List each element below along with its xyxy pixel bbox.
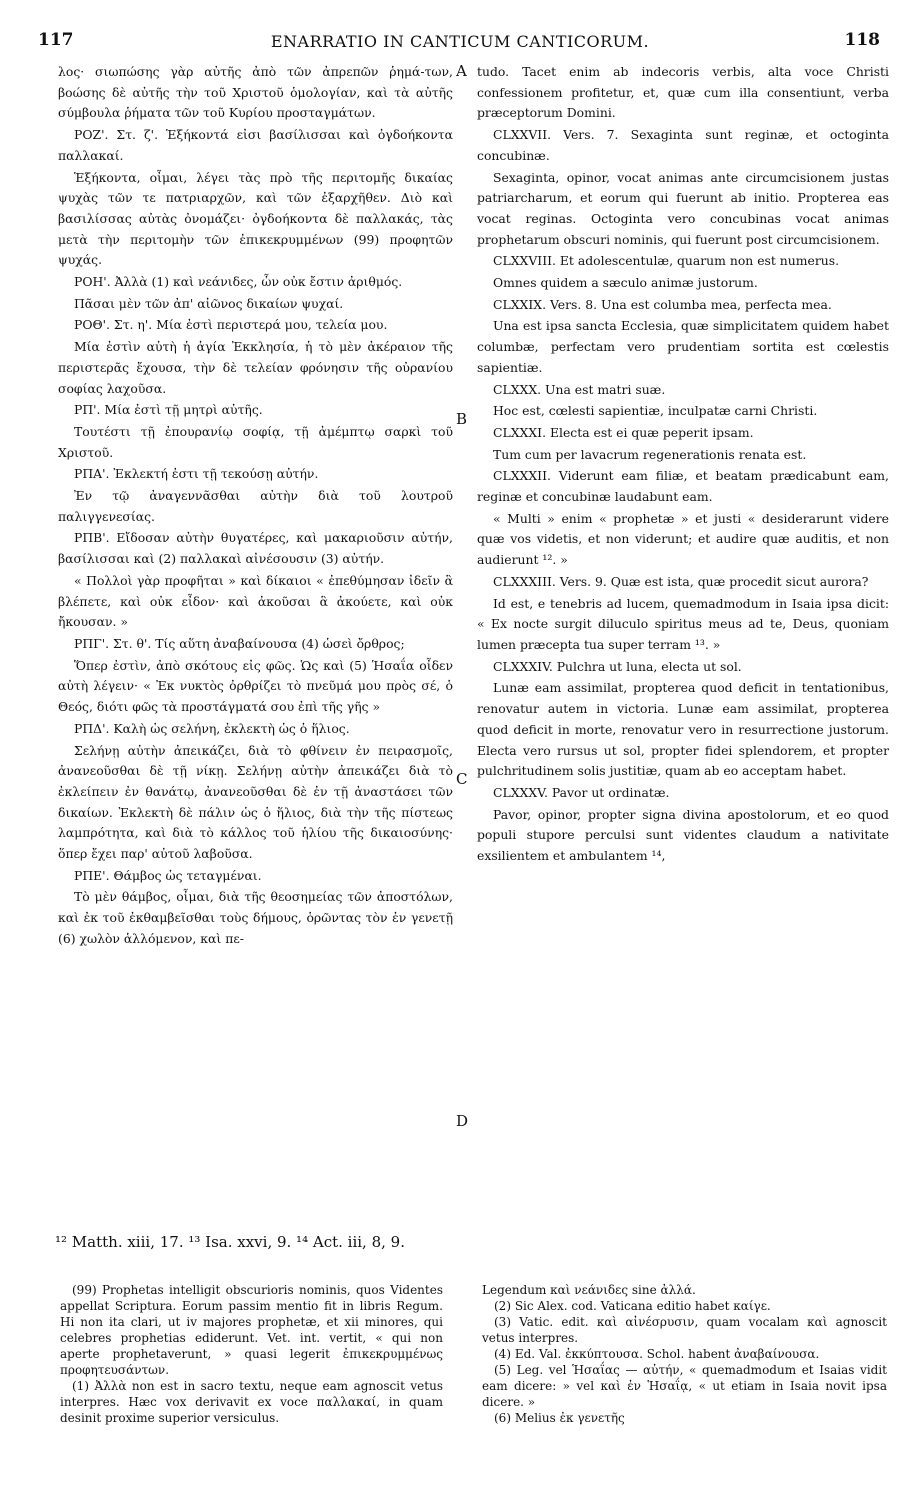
- margin-marker-a: A: [456, 62, 467, 80]
- latin-paragraph: Una est ipsa sancta Ecclesia, quæ simplicitatem quidem habet columbæ, perfectam vero prudentiam sortita est cœlestis sapientiæ.: [477, 318, 889, 375]
- latin-paragraph: Omnes quidem a sæculo animæ justorum.: [493, 275, 758, 291]
- latin-heading: CLXXIX. Vers. 8. Una est columba mea, perfecta mea.: [493, 296, 832, 312]
- footnote: Legendum καὶ νεάνιδες sine ἀλλά.: [482, 1283, 696, 1297]
- page-number-left: 117: [38, 30, 74, 50]
- greek-paragraph: λος· σιωπώσης γὰρ αὐτῆς ἀπὸ τῶν ἀπρεπῶν ῥημά-των, βοώσης δὲ αὐτῆς τὴν τοῦ Χριστοῦ ὁμολογίαν, καὶ τὰ αὐτῆς σύμβουλα ῥήματα τῶν τοῦ Κυρίου προσταγμάτων.: [58, 64, 453, 121]
- margin-marker-c: C: [456, 770, 468, 788]
- latin-paragraph: Pavor, opinor, propter signa divina apostolorum, et eo quod populi stupore perculsi sunt videntes claudum a nativitate exsilientem et ambulantem ¹⁴,: [477, 806, 889, 864]
- greek-heading: ΡΠ'. Μία ἐστὶ τῇ μητρὶ αὐτῆς.: [74, 402, 263, 418]
- greek-column: [58, 62, 453, 951]
- greek-heading: ΡΠΑ'. Ἐκλεκτή ἐστι τῇ τεκούσῃ αὐτήν.: [74, 466, 319, 482]
- greek-heading: ΡΟΖ'. Στ. ζ'. Ἑξήκοντά εἰσι βασίλισσαι καὶ ὀγδοήκοντα παλλακαί.: [58, 127, 453, 163]
- greek-paragraph: Ὅπερ ἐστὶν, ἀπὸ σκότους εἰς φῶς. Ὡς καὶ (5) Ἡσαΐα οἶδεν αὐτὴ λέγειν· « Ἐκ νυκτὸς ὀρθρίζει τὸ πνεῦμά μου πρὸς σέ, ὁ Θεός, διότι φῶς τὰ προστάγματά σου ἐπὶ τῆς γῆς »: [58, 657, 453, 715]
- greek-heading: ΡΟΗ'. Ἀλλὰ (1) καὶ νεάνιδες, ὧν οὐκ ἔστιν ἀριθμός.: [74, 274, 403, 290]
- footnotes-left: [60, 1282, 443, 1426]
- latin-paragraph: Id est, e tenebris ad lucem, quemadmodum in Isaia ipsa dicit: « Ex nocte surgit diluculo spiritus meus ad te, Deus, quoniam lumen præcepta tua super terram ¹³. »: [477, 595, 889, 652]
- greek-heading: ΡΠΔ'. Καλὴ ὡς σελήνη, ἐκλεκτὴ ὡς ὁ ἥλιος.: [74, 720, 350, 736]
- footnote: (2) Sic Alex. cod. Vaticana editio habet καίγε.: [494, 1299, 771, 1313]
- page-number-right: 118: [844, 30, 880, 50]
- scripture-references: ¹² Matth. xiii, 17. ¹³ Isa. xxvi, 9. ¹⁴ Act. iii, 8, 9.: [55, 1233, 405, 1251]
- page-header: [30, 30, 890, 58]
- latin-paragraph: Lunæ eam assimilat, propterea quod deficit in tentationibus, renovatur autem in victoria. Lunæ eam assimilat, propterea quod deficit in morte, renovatur vero in resurrectione justorum. Electa vero rursus ut sol, propter fidei splendorem, et propter pulchritudinem solis justitiæ, quam ab eo acceptam habet.: [477, 680, 889, 779]
- footnote: (6) Melius ἐκ γενετῆς: [494, 1411, 625, 1425]
- latin-paragraph: Hoc est, cœlesti sapientiæ, inculpatæ carni Christi.: [493, 403, 818, 419]
- greek-heading: ΡΠΒ'. Εἴδοσαν αὐτὴν θυγατέρες, καὶ μακαριοῦσιν αὐτήν, βασίλισσαι καὶ (2) παλλακαὶ αἰνέσουσιν (3) αὐτήν.: [58, 530, 453, 567]
- latin-heading: CLXXXV. Pavor ut ordinatæ.: [493, 784, 670, 800]
- latin-paragraph: « Multi » enim « prophetæ » et justi « desiderarunt videre quæ vos videtis, et non viderunt; et audire quæ auditis, et non audierunt ¹². »: [477, 510, 889, 568]
- greek-paragraph: Σελήνῃ αὐτὴν ἀπεικάζει, διὰ τὸ φθίνειν ἐν πειρασμοῖς, ἀνανεοῦσθαι δὲ τῇ νίκῃ. Σελήνῃ αὐτὴν ἀπεικάζει διὰ τὸ ἐκλείπειν ἐν θανάτῳ, ἀνανεοῦσθαι δὲ ἐν τῇ ἀναστάσει τῶν δικαίων. Ἐκλεκτὴ δὲ πάλιν ὡς ὁ ἥλιος, διὰ τὴν τῆς πίστεως λαμπρότητα, καὶ διὰ τὸ κάλλος τοῦ ἡλίου τῆς δικαιοσύνης· ὅπερ ἔχει παρ' αὐτοῦ λαβοῦσα.: [58, 742, 453, 862]
- running-title: ENARRATIO IN CANTICUM CANTICORUM.: [270, 32, 650, 51]
- latin-heading: CLXXXII. Viderunt eam filiæ, et beatam prædicabunt eam, reginæ et concubinæ laudabunt eam.: [477, 468, 889, 505]
- latin-heading: CLXXXIII. Vers. 9. Quæ est ista, quæ procedit sicut aurora?: [493, 573, 869, 589]
- greek-paragraph: Μία ἐστὶν αὐτὴ ἡ ἁγία Ἐκκλησία, ἡ τὸ μὲν ἀκέραιον τῆς περιστερᾶς ἔχουσα, τὴν δὲ τελείαν φρόνησιν τῆς οὐρανίου σοφίας λαχοῦσα.: [58, 339, 453, 396]
- greek-paragraph: Πᾶσαι μὲν τῶν ἀπ' αἰῶνος δικαίων ψυχαί.: [74, 295, 344, 311]
- latin-heading: CLXXVII. Vers. 7. Sexaginta sunt reginæ, et octoginta concubinæ.: [477, 127, 889, 163]
- latin-column: [477, 62, 889, 868]
- footnote: (4) Ed. Val. ἐκκύπτουσα. Schol. habent ἀναβαίνουσα.: [494, 1347, 820, 1361]
- greek-heading: ΡΟΘ'. Στ. η'. Μία ἐστὶ περιστερά μου, τελεία μου.: [74, 317, 388, 333]
- footnote: (1) Ἀλλὰ non est in sacro textu, neque eam agnoscit vetus interpres. Hæc vox derivavit ex voce παλλακαί, in quam desinit proxime superior versiculus.: [60, 1379, 443, 1425]
- footnote: (5) Leg. vel Ἡσαΐας — αὐτήν, « quemadmodum et Isaias vidit eam dicere: » vel καὶ ἐν Ἡσαΐᾳ, « ut etiam in Isaia novit ipsa dicere. »: [482, 1363, 887, 1409]
- footnotes-right: [482, 1282, 887, 1426]
- latin-paragraph: Sexaginta, opinor, vocat animas ante circumcisionem justas patriarcharum, et eorum qui fuerunt ab initio. Propterea eas vocat reginas. Octoginta vero concubinas vocat animas prophetarum obscuri nominis, qui fuerunt post circumcisionem.: [477, 169, 889, 247]
- greek-paragraph: « Πολλοὶ γὰρ προφῆται » καὶ δίκαιοι « ἐπεθύμησαν ἰδεῖν ἃ βλέπετε, καὶ οὐκ εἶδον· καὶ ἀκοῦσαι ἃ ἀκούετε, καὶ οὐκ ἤκουσαν. »: [58, 572, 453, 630]
- latin-paragraph: tudo. Tacet enim ab indecoris verbis, alta voce Christi confessionem profitetur, et, quæ cum illa consentiunt, verba præceptorum Domini.: [477, 64, 889, 121]
- greek-paragraph: Ἑξήκοντα, οἶμαι, λέγει τὰς πρὸ τῆς περιτομῆς δικαίας ψυχὰς τῶν τε πατριαρχῶν, καὶ τῶν ἐξαρχῆθεν. Διὸ καὶ βασιλίσσας αὐτὰς ὀνομάζει· ὀγδοήκοντα δὲ παλλακάς, τὰς μετὰ τὴν περιτομὴν τῶν ἐπικεκρυμμένων (99) προφητῶν ψυχάς.: [58, 169, 453, 268]
- greek-heading: ΡΠΓ'. Στ. θ'. Τίς αὕτη ἀναβαίνουσα (4) ὡσεὶ ὄρθρος;: [74, 635, 405, 651]
- greek-paragraph: Τουτέστι τῇ ἐπουρανίῳ σοφίᾳ, τῇ ἀμέμπτῳ σαρκὶ τοῦ Χριστοῦ.: [58, 423, 453, 460]
- latin-heading: CLXXVIII. Et adolescentulæ, quarum non est numerus.: [493, 253, 840, 269]
- greek-paragraph: Τὸ μὲν θάμβος, οἶμαι, διὰ τῆς θεοσημείας τῶν ἀποστόλων, καὶ ἐκ τοῦ ἐκθαμβεῖσθαι τοὺς δήμους, ὁρῶντας τὸν ἐν γενετῇ (6) χωλὸν ἁλλόμενον, καὶ πε-: [58, 889, 453, 946]
- margin-marker-b: B: [456, 410, 468, 428]
- footnote: (99) Prophetas intelligit obscurioris nominis, quos Videntes appellat Scriptura. Eorum passim mentio fit in libris Regum. Hi non ita clari, ut iv majores prophetæ, et xii minores, qui celebres prophetias ediderunt. Vet. int. vertit, « qui non aperte prophetaverunt, » quasi legerit ἐπικεκρυμμένως προφητευσάντων.: [60, 1283, 443, 1377]
- margin-marker-d: D: [456, 1112, 469, 1130]
- latin-heading: CLXXXIV. Pulchra ut luna, electa ut sol.: [493, 658, 742, 674]
- footnote: (3) Vatic. edit. καὶ αἰνέσρυσιν, quam vocalam καὶ agnoscit vetus interpres.: [482, 1315, 887, 1345]
- greek-paragraph: Ἐν τῷ ἀναγεννᾶσθαι αὐτὴν διὰ τοῦ λουτροῦ παλιγγενεσίας.: [58, 488, 453, 524]
- latin-heading: CLXXXI. Electa est ei quæ peperit ipsam.: [493, 424, 754, 440]
- latin-paragraph: Tum cum per lavacrum regenerationis renata est.: [493, 446, 807, 462]
- latin-heading: CLXXX. Una est matri suæ.: [493, 381, 666, 397]
- greek-heading: ΡΠΕ'. Θάμβος ὡς τεταγμέναι.: [74, 867, 262, 883]
